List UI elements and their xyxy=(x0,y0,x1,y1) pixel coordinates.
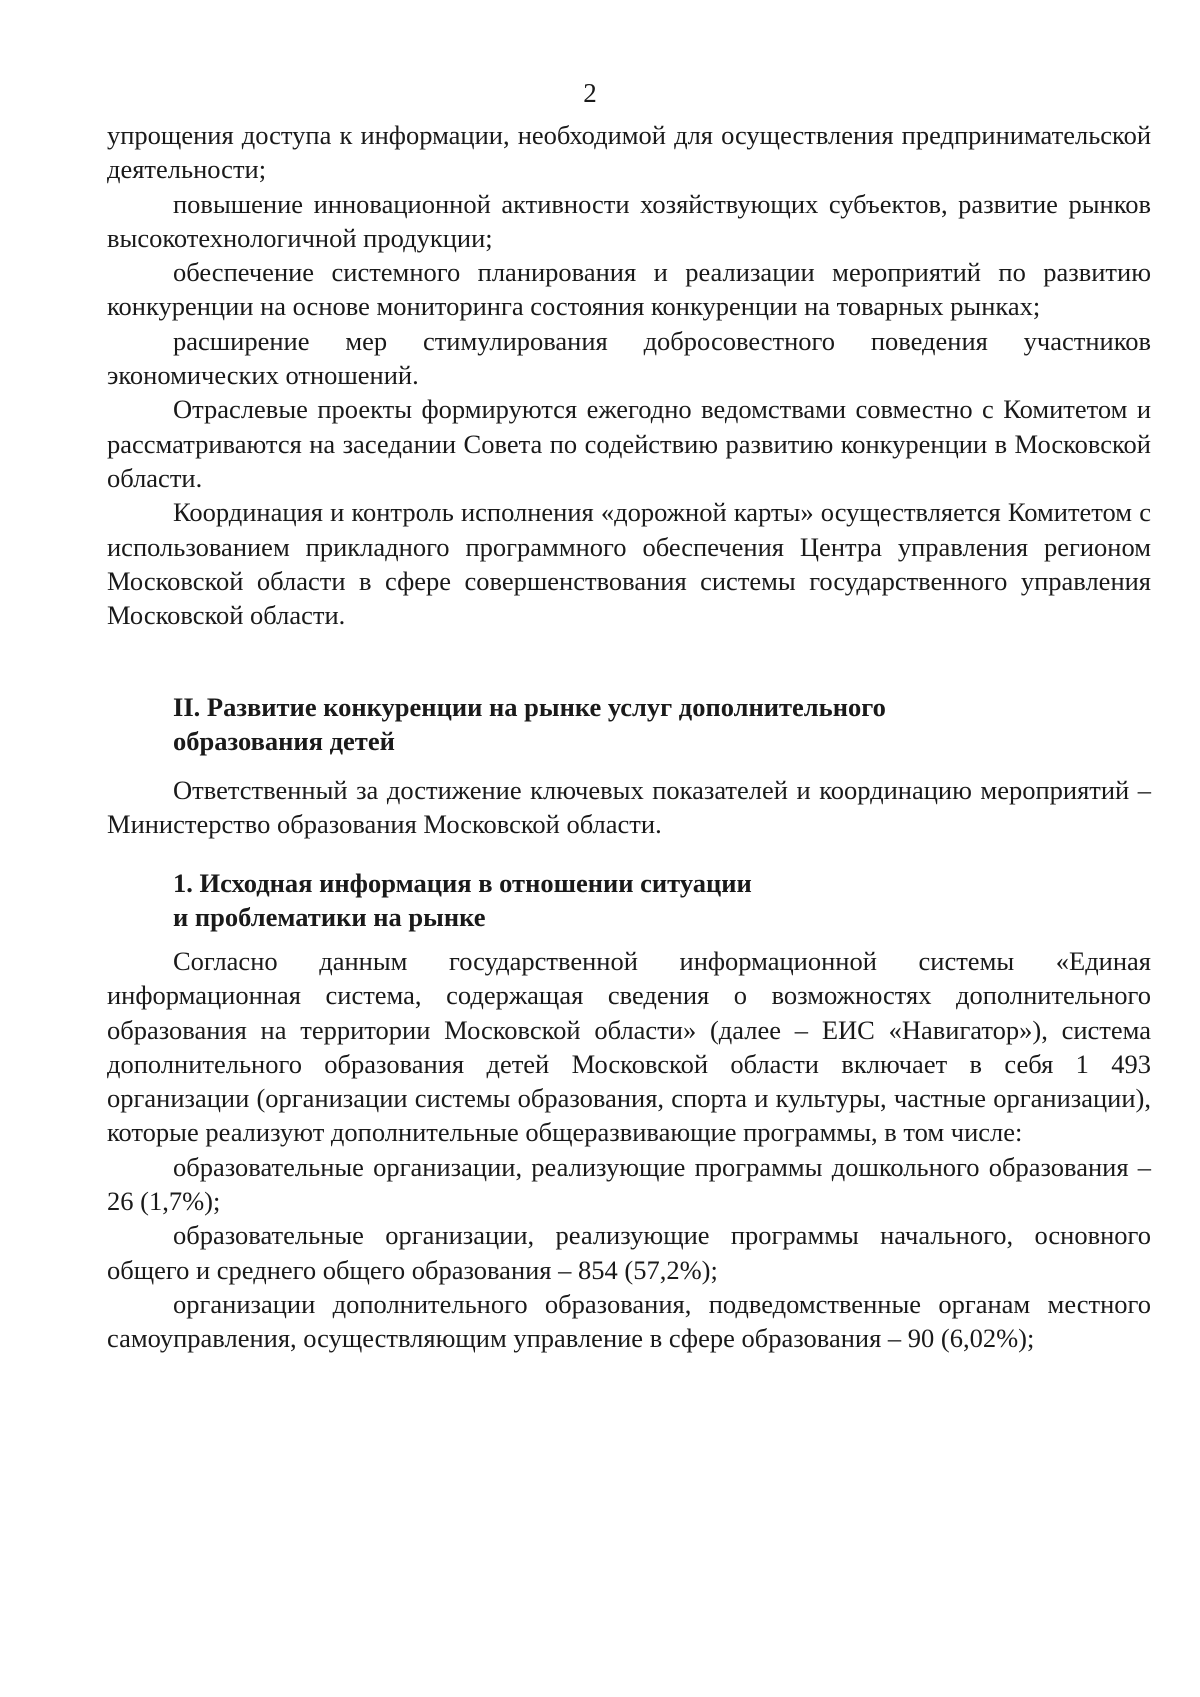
paragraph-responsible: Ответственный за достижение ключевых показателей и координацию мероприятий – Министерство образования Московской области. xyxy=(107,775,1151,840)
paragraph-sector-projects: Отраслевые проекты формируются ежегодно ведомствами совместно с Комитетом и рассматриваются на заседании Совета по содействию развитию конкуренции в Московской области. xyxy=(107,394,1151,493)
paragraph-simplification: упрощения доступа к информации, необходимой для осуществления предпринимательской деятельности; xyxy=(107,120,1151,185)
section-heading-line2: образования детей xyxy=(173,726,395,757)
paragraph-preschool: образовательные организации, реализующие программы дошкольного образования – 26 (1,7%); xyxy=(107,1151,1151,1217)
page-number: 2 xyxy=(583,78,597,108)
body-text-top xyxy=(107,118,1151,632)
body-text-bottom xyxy=(107,944,1151,1356)
paragraph-general-education: образовательные организации, реализующие программы начального, основного общего и среднего общего образования – 854 (57,2%); xyxy=(107,1220,1151,1285)
subsection-heading-line2: и проблематики на рынке xyxy=(173,902,486,933)
paragraph-stimulation: расширение мер стимулирования добросовестного поведения участников экономических отношений. xyxy=(107,325,1151,391)
subsection-heading-line1: 1. Исходная информация в отношении ситуации xyxy=(173,868,752,898)
section-heading-line1: II. Развитие конкуренции на рынке услуг дополнительного xyxy=(173,692,886,722)
paragraph-innovation: повышение инновационной активности хозяйствующих субъектов, развитие рынков высокотехнологичной продукции; xyxy=(107,188,1151,253)
paragraph-coordination: Координация и контроль исполнения «дорожной карты» осуществляется Комитетом с использованием прикладного программного обеспечения Центра управления регионом Московской области в сфере совершенствования системы государственного управления Московской области. xyxy=(107,497,1151,631)
paragraph-planning: обеспечение системного планирования и реализации мероприятий по развитию конкуренции на основе мониторинга состояния конкуренции на товарных рынках; xyxy=(107,257,1151,322)
paragraph-navigator-data: Согласно данным государственной информационной системы «Единая информационная система, содержащая сведения о возможностях дополнительного образования на территории Московской области» (далее – ЕИС «Навигатор»), система дополнительного образования детей Московской области включает в себя 1 493 организации (организации системы образования, спорта и культуры, частные организации), которые реализуют дополнительные общеразвивающие программы, в том числе: xyxy=(107,946,1151,1148)
subsection-heading xyxy=(107,866,1151,935)
section-heading xyxy=(107,690,1151,759)
responsible-block xyxy=(107,773,1151,842)
paragraph-additional-education: организации дополнительного образования, подведомственные органам местного самоуправления, осуществляющим управление в сфере образования – 90 (6,02%); xyxy=(107,1288,1151,1354)
